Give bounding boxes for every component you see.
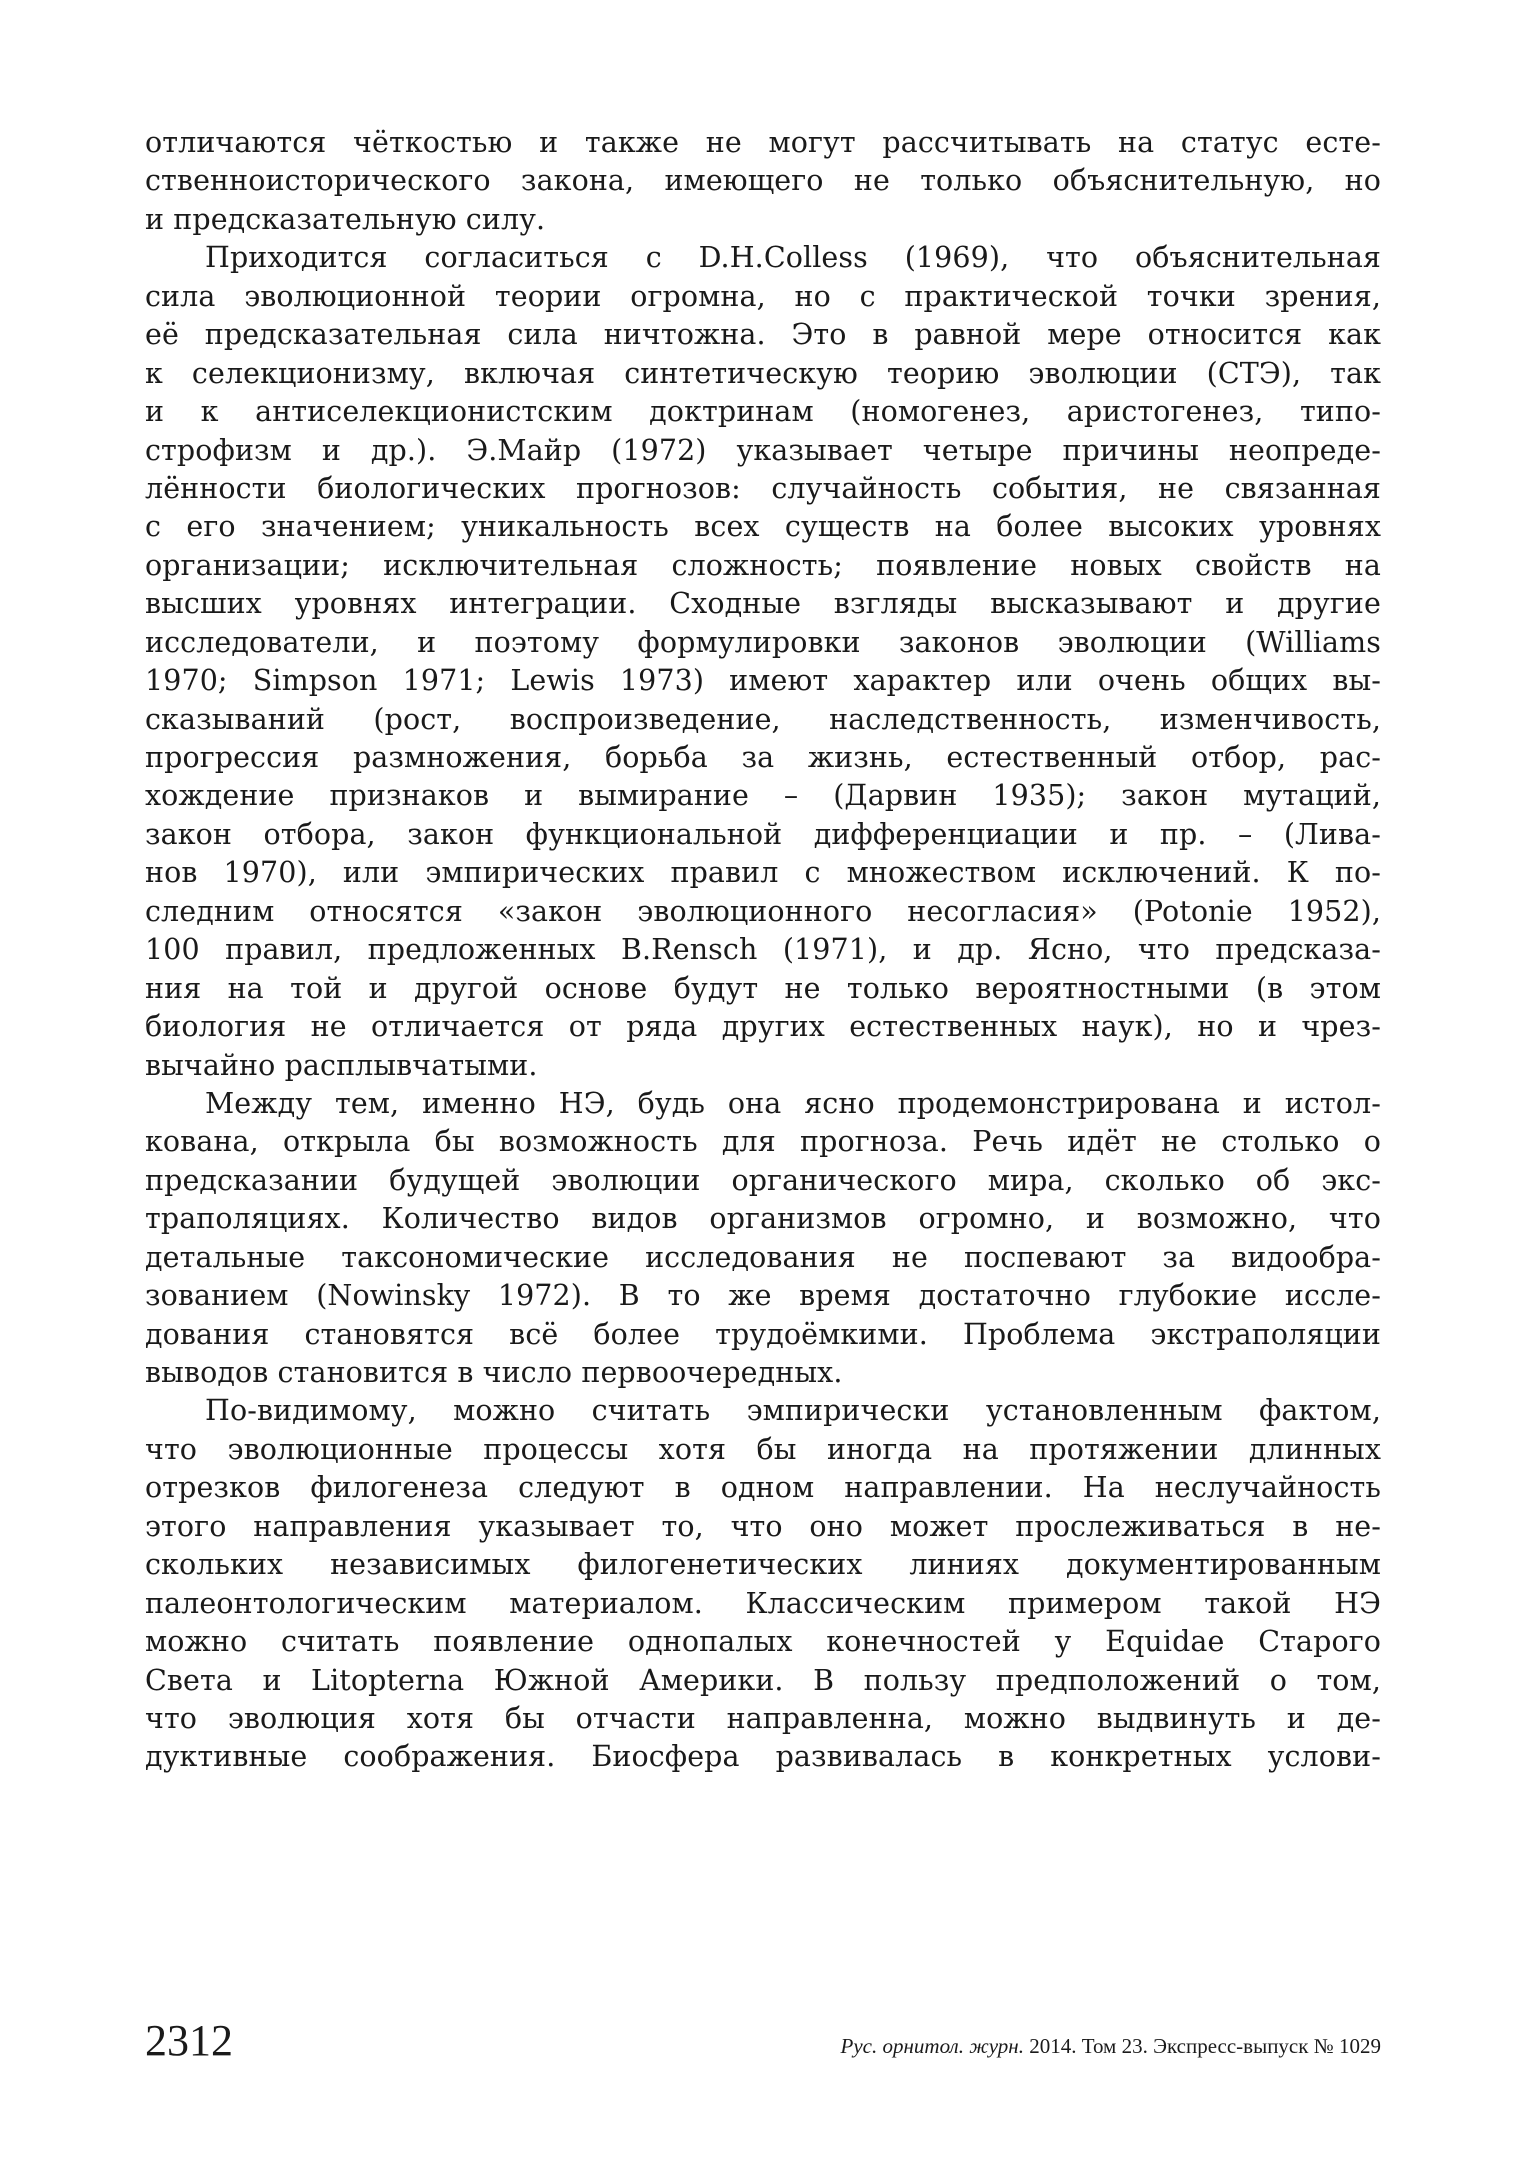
text-line: этого направления указывает то, что оно может прослеживаться в не- — [145, 1509, 1381, 1543]
text-line: лённости биологических прогнозов: случайность события, не связанная — [145, 471, 1381, 505]
paragraph-4 — [145, 1392, 1381, 1776]
text-line: ния на той и другой основе будут не только вероятностными (в этом — [145, 971, 1381, 1005]
text-line: 1970; Simpson 1971; Lewis 1973) имеют характер или очень общих вы- — [145, 664, 1381, 698]
text-line: хождение признаков и вымирание – (Дарвин 1935); закон мутаций, — [145, 779, 1381, 813]
text-line: траполяциях. Количество видов организмов огромно, и возможно, что — [145, 1202, 1381, 1236]
text-line: отрезков филогенеза следуют в одном направлении. На неслучайность — [145, 1471, 1381, 1505]
text-line: По-видимому, можно считать эмпирически установленным фактом, — [205, 1394, 1381, 1428]
text-line: дуктивные соображения. Биосфера развивалась в конкретных услови- — [145, 1740, 1381, 1774]
text-line: можно считать появление однопалых конечностей у Equidae Старого — [145, 1625, 1381, 1659]
text-line: Приходится согласиться с D.H.Colless (1969), что объяснительная — [205, 241, 1381, 275]
journal-issue: 2014. Том 23. Экспресс-выпуск № 1029 — [1023, 2034, 1381, 2058]
text-line: палеонтологическим материалом. Классическим примером такой НЭ — [145, 1586, 1381, 1620]
text-line: что эволюция хотя бы отчасти направленна, можно выдвинуть и де- — [145, 1701, 1381, 1735]
page-footer — [145, 2016, 1381, 2066]
journal-reference — [841, 2032, 1381, 2060]
text-line: следним относятся «закон эволюционного несогласия» (Potonie 1952), — [145, 894, 1381, 928]
text-line: предсказании будущей эволюции органического мира, сколько об экс- — [145, 1163, 1381, 1197]
text-line: нов 1970), или эмпирических правил с множеством исключений. К по- — [145, 856, 1381, 890]
text-line: детальные таксономические исследования не поспевают за видообра- — [145, 1240, 1381, 1274]
text-line: к селекционизму, включая синтетическую теорию эволюции (СТЭ), так — [145, 356, 1381, 390]
text-line: прогрессия размножения, борьба за жизнь, естественный отбор, рас- — [145, 741, 1381, 774]
text-line: закон отбора, закон функциональной дифференциации и пр. – (Лива- — [145, 817, 1381, 851]
text-line: зованием (Nowinsky 1972). В то же время достаточно глубокие иссле- — [145, 1279, 1381, 1313]
text-line: организации; исключительная сложность; появление новых свойств на — [145, 548, 1381, 582]
text-line: исследователи, и поэтому формулировки законов эволюции (Williams — [145, 625, 1381, 659]
text-line: что эволюционные процессы хотя бы иногда на протяжении длинных — [145, 1432, 1381, 1466]
text-line: скольких независимых филогенетических линиях документированным — [145, 1548, 1381, 1582]
text-line: строфизм и др.). Э.Майр (1972) указывает четыре причины неопреде- — [145, 433, 1381, 467]
text-line: 100 правил, предложенных B.Rensch (1971), и др. Ясно, что предсказа- — [145, 933, 1381, 967]
journal-title: Рус. орнитол. журн. — [840, 2034, 1024, 2058]
text-line: и к антиселекционистским доктринам (номогенез, аристогенез, типо- — [145, 395, 1381, 429]
text-line: сказываний (рост, воспроизведение, наследственность, изменчивость, — [145, 702, 1381, 736]
text-line: дования становятся всё более трудоёмкими. Проблема экстраполяции — [145, 1317, 1381, 1351]
paragraph-2 — [145, 239, 1381, 1085]
text-line: выводов становится в число первоочередных. — [145, 1356, 843, 1389]
paragraph-3 — [145, 1085, 1381, 1393]
text-line: ственноисторического закона, имеющего не только объяснительную, но — [145, 164, 1381, 198]
text-line: сила эволюционной теории огромна, но с практической точки зрения, — [145, 279, 1381, 313]
text-line: высших уровнях интеграции. Сходные взгляды высказывают и другие — [145, 587, 1381, 621]
text-line: кована, открыла бы возможность для прогноза. Речь идёт не столько о — [145, 1125, 1381, 1159]
text-line: Между тем, именно НЭ, будь она ясно продемонстрирована и истол- — [205, 1086, 1381, 1120]
text-line: отличаются чёткостью и также не могут рассчитывать на статус есте- — [145, 126, 1381, 159]
text-line: её предсказательная сила ничтожна. Это в равной мере относится как — [145, 318, 1381, 352]
text-line: с его значением; уникальность всех существ на более высоких уровнях — [145, 510, 1381, 544]
text-line: Света и Litopterna Южной Америки. В пользу предположений о том, — [145, 1663, 1381, 1697]
page-body — [145, 124, 1381, 1777]
text-line: вычайно расплывчатыми. — [145, 1048, 538, 1082]
paragraph-1 — [145, 124, 1381, 239]
page-number: 2312 — [145, 2016, 233, 2065]
text-line: биология не отличается от ряда других естественных наук), но и чрез- — [145, 1010, 1381, 1044]
text-line: и предсказательную силу. — [145, 202, 546, 236]
